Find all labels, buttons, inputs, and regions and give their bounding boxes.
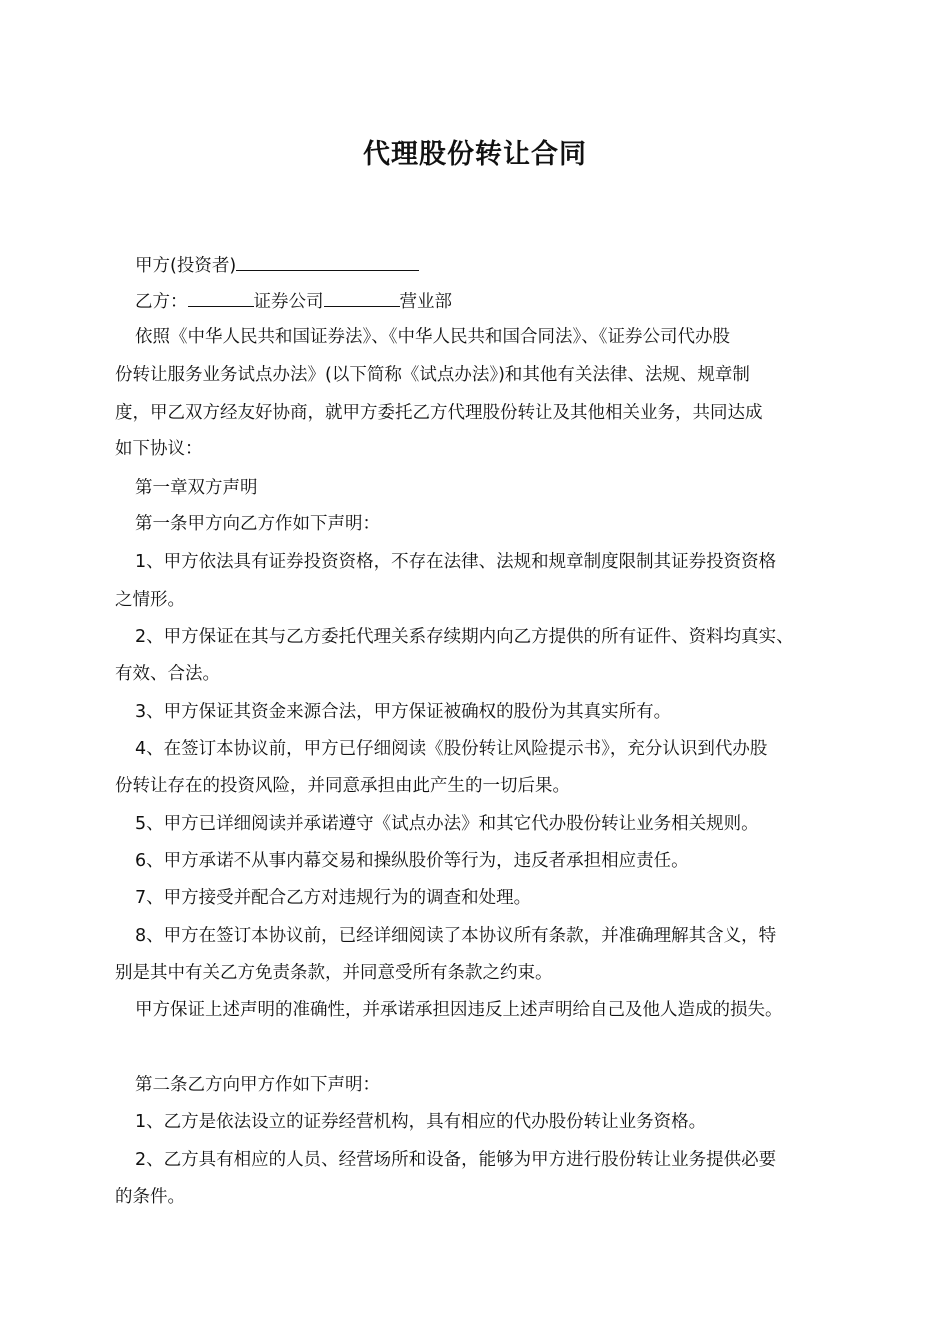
chapter-heading: 第一章双方声明	[135, 478, 258, 498]
party-b-label: 乙方：	[135, 292, 188, 312]
intro-line: 度，甲乙双方经友好协商，就甲方委托乙方代理股份转让及其他相关业务，共同达成	[115, 403, 763, 423]
intro-line: 份转让服务业务试点办法》(以下简称《试点办法》)和其他有关法律、法规、规章制	[115, 365, 750, 385]
document-title: 代理股份转让合同	[363, 139, 587, 170]
party-b-dept-blank	[324, 288, 400, 307]
clause-line: 别是其中有关乙方免责条款，并同意受所有条款之约束。	[115, 963, 553, 983]
clause-line: 的条件。	[115, 1187, 185, 1207]
clause-line: 4、在签订本协议前，甲方已仔细阅读《股份转让风险提示书》，充分认识到代办股	[135, 739, 768, 759]
clause-line: 5、甲方已详细阅读并承诺遵守《试点办法》和其它代办股份转让业务相关规则。	[135, 814, 759, 834]
party-a-blank	[236, 252, 419, 271]
party-b-company-suffix: 证券公司	[253, 292, 324, 312]
clause-line: 1、甲方依法具有证券投资资格，不存在法律、法规和规章制度限制其证券投资资格	[135, 552, 777, 572]
clause-line: 2、乙方具有相应的人员、经营场所和设备，能够为甲方进行股份转让业务提供必要	[135, 1150, 777, 1170]
closing-statement: 甲方保证上述声明的准确性，并承诺承担因违反上述声明给自己及他人造成的损失。	[135, 1000, 783, 1020]
article-heading: 第二条乙方向甲方作如下声明：	[135, 1075, 380, 1095]
clause-line: 8、甲方在签订本协议前，已经详细阅读了本协议所有条款，并准确理解其含义，特	[135, 926, 777, 946]
clause-line: 7、甲方接受并配合乙方对违规行为的调查和处理。	[135, 888, 532, 908]
party-b-line	[135, 288, 452, 314]
party-b-company-blank	[188, 288, 254, 307]
clause-line: 份转让存在的投资风险，并同意承担由此产生的一切后果。	[115, 776, 570, 796]
party-a-label: 甲方(投资者)	[135, 256, 237, 276]
clause-line: 6、甲方承诺不从事内幕交易和操纵股价等行为，违反者承担相应责任。	[135, 851, 689, 871]
clause-line: 1、乙方是依法设立的证券经营机构，具有相应的代办股份转让业务资格。	[135, 1112, 707, 1132]
intro-line: 如下协议：	[115, 439, 203, 459]
clause-line: 有效、合法。	[115, 664, 220, 684]
clause-line: 2、甲方保证在其与乙方委托代理关系存续期内向乙方提供的所有证件、资料均真实、	[135, 627, 794, 647]
party-b-dept-suffix: 营业部	[399, 292, 452, 312]
clause-line: 3、甲方保证其资金来源合法，甲方保证被确权的股份为其真实所有。	[135, 702, 672, 722]
intro-line: 依照《中华人民共和国证券法》、《中华人民共和国合同法》、《证券公司代办股	[135, 327, 730, 347]
article-heading: 第一条甲方向乙方作如下声明：	[135, 514, 380, 534]
party-a-line	[135, 252, 419, 278]
clause-line: 之情形。	[115, 590, 185, 610]
